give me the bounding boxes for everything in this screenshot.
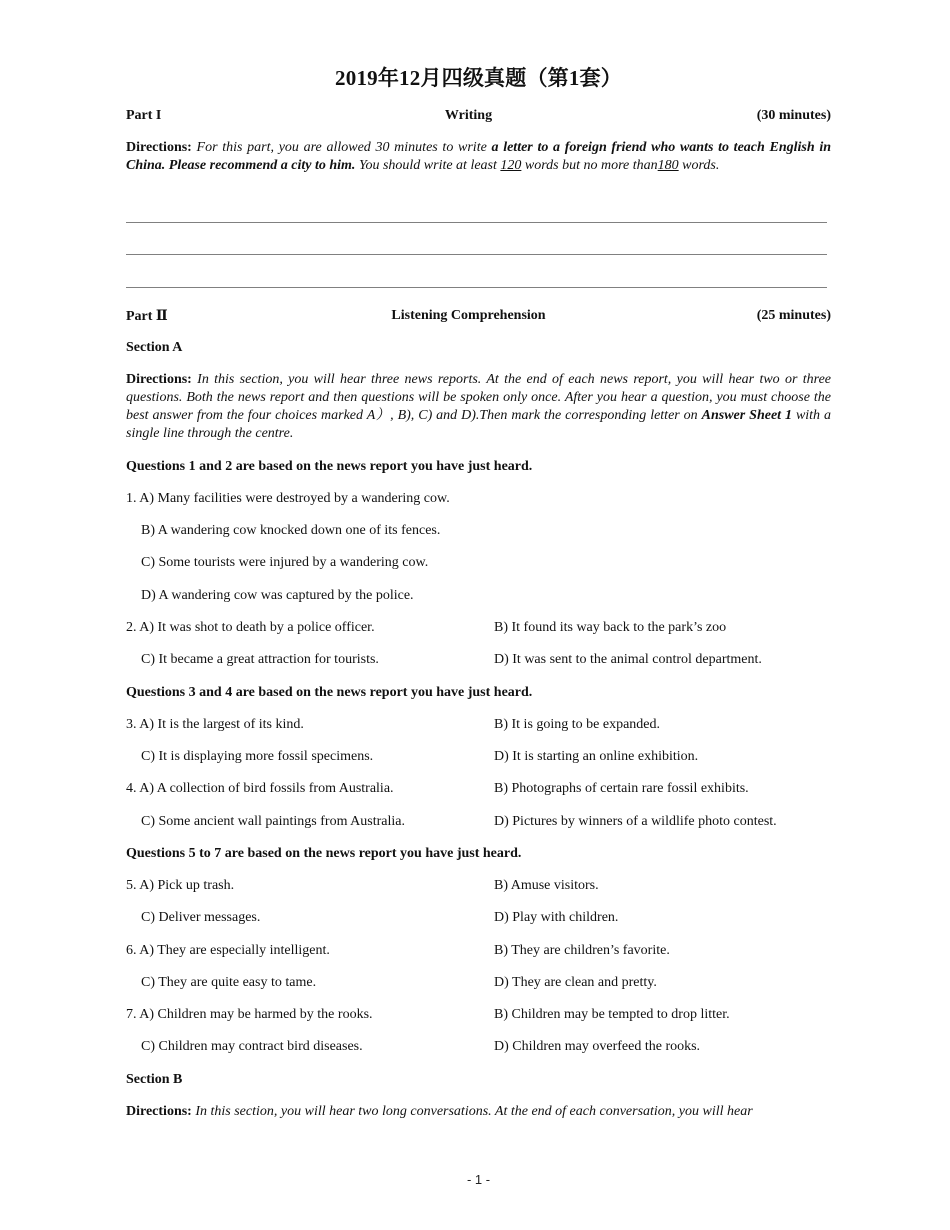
- question-4-option-c: C) Some ancient wall paintings from Australia.: [141, 814, 406, 829]
- question-1-option-d: D) A wandering cow was captured by the police.: [141, 588, 414, 603]
- part-2-header: [126, 308, 831, 328]
- question-7-option-a: 7. A) Children may be harmed by the rooks.: [126, 1007, 373, 1022]
- question-6-option-d: D) They are clean and pretty.: [494, 975, 657, 990]
- question-4-option-b: B) Photographs of certain rare fossil exhibits.: [494, 781, 749, 796]
- question-4-option-d: D) Pictures by winners of a wildlife photo contest.: [494, 814, 777, 829]
- question-6-option-b: B) They are children’s favorite.: [494, 943, 670, 958]
- page-number: - 1 -: [466, 1172, 491, 1187]
- section-a-heading: Section A: [126, 340, 183, 355]
- question-group-intro: Questions 3 and 4 are based on the news report you have just heard.: [126, 685, 533, 700]
- question-7-option-d: D) Children may overfeed the rooks.: [494, 1039, 701, 1054]
- question-5-option-d: D) Play with children.: [494, 910, 619, 925]
- question-3-option-b: B) It is going to be expanded.: [494, 717, 661, 732]
- question-2-option-b: B) It found its way back to the park’s zoo: [494, 620, 727, 635]
- question-1-option-c: C) Some tourists were injured by a wandering cow.: [141, 555, 429, 570]
- part-label: Part Ⅱ: [126, 309, 168, 324]
- question-2-option-c: C) It became a great attraction for tourists.: [141, 652, 379, 667]
- section-b-heading: Section B: [126, 1072, 183, 1087]
- question-group-intro: Questions 1 and 2 are based on the news report you have just heard.: [126, 459, 533, 474]
- answer-line: [126, 287, 827, 288]
- question-7-option-c: C) Children may contract bird diseases.: [141, 1039, 363, 1054]
- question-3-option-c: C) It is displaying more fossil specimens.: [141, 749, 374, 764]
- answer-line: [126, 254, 827, 255]
- question-5-option-a: 5. A) Pick up trash.: [126, 878, 235, 893]
- question-5-option-c: C) Deliver messages.: [141, 910, 261, 925]
- question-6-option-c: C) They are quite easy to tame.: [141, 975, 317, 990]
- question-3-option-a: 3. A) It is the largest of its kind.: [126, 717, 304, 732]
- section-a-directions: Directions: In this section, you will hear three news reports. At the end of each news report, you will hear two or three questions. Both the news report and then questions will be spoken only once. After you hear a question, you must choose the best answer from the four choices marked A）, B), C) and D).Then mark the corresponding letter on Answer Sheet 1 with a single line through the centre.: [126, 372, 832, 441]
- answer-line: [126, 222, 827, 223]
- part-name: Listening Comprehension: [391, 308, 546, 323]
- part-label: Part I: [126, 108, 162, 123]
- question-5-option-b: B) Amuse visitors.: [494, 878, 599, 893]
- section-b-directions: Directions: In this section, you will hear two long conversations. At the end of each conversation, you will hear: [126, 1104, 753, 1119]
- part-1-header: [126, 108, 831, 128]
- question-7-option-b: B) Children may be tempted to drop litter.: [494, 1007, 730, 1022]
- part-1-directions: Directions: For this part, you are allowed 30 minutes to write a letter to a foreign friend who wants to teach English in China. Please recommend a city to him. You should write at least 120 words but no more than180 words.: [126, 140, 831, 173]
- question-1-option-a: 1. A) Many facilities were destroyed by a wandering cow.: [126, 491, 450, 506]
- question-2-option-d: D) It was sent to the animal control department.: [494, 652, 762, 667]
- part-name: Writing: [444, 108, 493, 123]
- question-group-intro: Questions 5 to 7 are based on the news report you have just heard.: [126, 846, 522, 861]
- page-title: 2019年12月四级真题（第1套）: [335, 66, 622, 90]
- question-2-option-a: 2. A) It was shot to death by a police officer.: [126, 620, 375, 635]
- question-4-option-a: 4. A) A collection of bird fossils from Australia.: [126, 781, 394, 796]
- question-6-option-a: 6. A) They are especially intelligent.: [126, 943, 330, 958]
- part-time: (25 minutes): [756, 308, 831, 323]
- part-time: (30 minutes): [756, 108, 831, 123]
- question-1-option-b: B) A wandering cow knocked down one of its fences.: [141, 523, 441, 538]
- question-3-option-d: D) It is starting an online exhibition.: [494, 749, 699, 764]
